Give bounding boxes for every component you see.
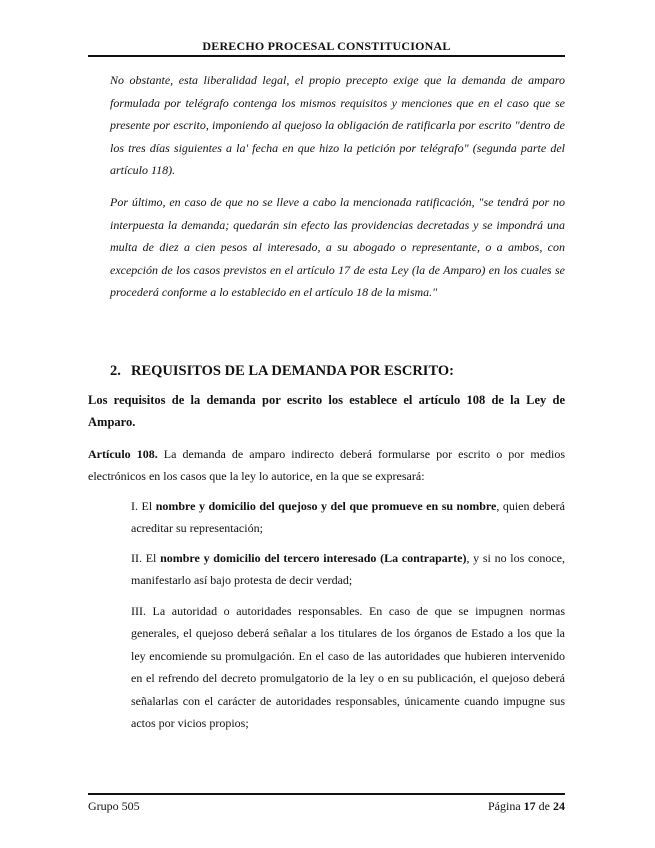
section-title: REQUISITOS DE LA DEMANDA POR ESCRITO: bbox=[131, 363, 454, 379]
footer-page-number bbox=[488, 799, 565, 814]
footer-divider bbox=[88, 793, 565, 795]
header-divider bbox=[88, 55, 565, 57]
section-intro: Los requisitos de la demanda por escrito los establece el artículo 108 de la Ley de Amparo. bbox=[88, 393, 565, 429]
item-prefix: II. El bbox=[131, 551, 161, 565]
paragraph-telegraph-requirements: No obstante, esta liberalidad legal, el propio precepto exige que la demanda de amparo formulada por telégrafo contenga los mismos requisitos y menciones que en el caso que se presente por escrito, imponiendo al quejoso la obligación de ratificarla por escrito "dentro de los tres días siguientes a la' fecha en que hizo la petición por telégrafo" (segunda parte del artículo 118). bbox=[110, 73, 565, 178]
item-bold: nombre y domicilio del tercero interesado (La contraparte) bbox=[160, 551, 467, 565]
article-text: La demanda de amparo indirecto deberá formularse por escrito o por medios electrónicos en los casos que la ley lo autorice, en la que se expresará: bbox=[88, 447, 565, 484]
section-heading bbox=[110, 363, 565, 380]
list-item: III. La autoridad o autoridades responsables. En caso de que se impugnen normas generales, el quejoso deberá señalar a los titulares de los órganos de Estado a los que la ley encomiende su promulgación. En el caso de las autoridades que hubieren intervenido en el refrendo del decreto promulgatorio de la ley o en su publicación, el quejoso deberá señalarlas con el carácter de autoridades responsables, únicamente cuando impugne sus actos por vicios propios; bbox=[131, 604, 565, 731]
item-prefix: I. El bbox=[131, 499, 156, 513]
footer-group: Grupo 505 bbox=[88, 799, 140, 813]
page-label: Página bbox=[488, 799, 521, 813]
list-item bbox=[131, 495, 565, 540]
paragraph-ratification-penalty: Por último, en caso de que no se lleve a cabo la mencionada ratificación, "se tendrá por no interpuesta la demanda; quedarán sin efecto las providencias decretadas y se impondrá una multa de diez a cien pesos al interesado, a su abogado o representante, o a ambos, con excepción de los casos previstos en el artículo 17 de esta Ley (la de Amparo) en los cuales se procederá conforme a lo establecido en el artículo 18 de la misma." bbox=[110, 195, 565, 300]
page-header-title: DERECHO PROCESAL CONSTITUCIONAL bbox=[202, 39, 451, 53]
item-bold: nombre y domicilio del quejoso y del que promueve en su nombre bbox=[155, 499, 497, 513]
item-suffix: , quien deberá acreditar su representación; bbox=[131, 499, 565, 536]
article-108-paragraph bbox=[88, 443, 565, 488]
current-page: 17 bbox=[523, 799, 536, 813]
item-suffix: , y si no los conoce, manifestarlo así bajo protesta de decir verdad; bbox=[131, 551, 565, 588]
article-label: Artículo 108. bbox=[88, 447, 158, 461]
list-item bbox=[131, 547, 565, 592]
of-label: de bbox=[538, 799, 550, 813]
section-number: 2. bbox=[110, 363, 121, 379]
total-pages: 24 bbox=[553, 799, 565, 813]
